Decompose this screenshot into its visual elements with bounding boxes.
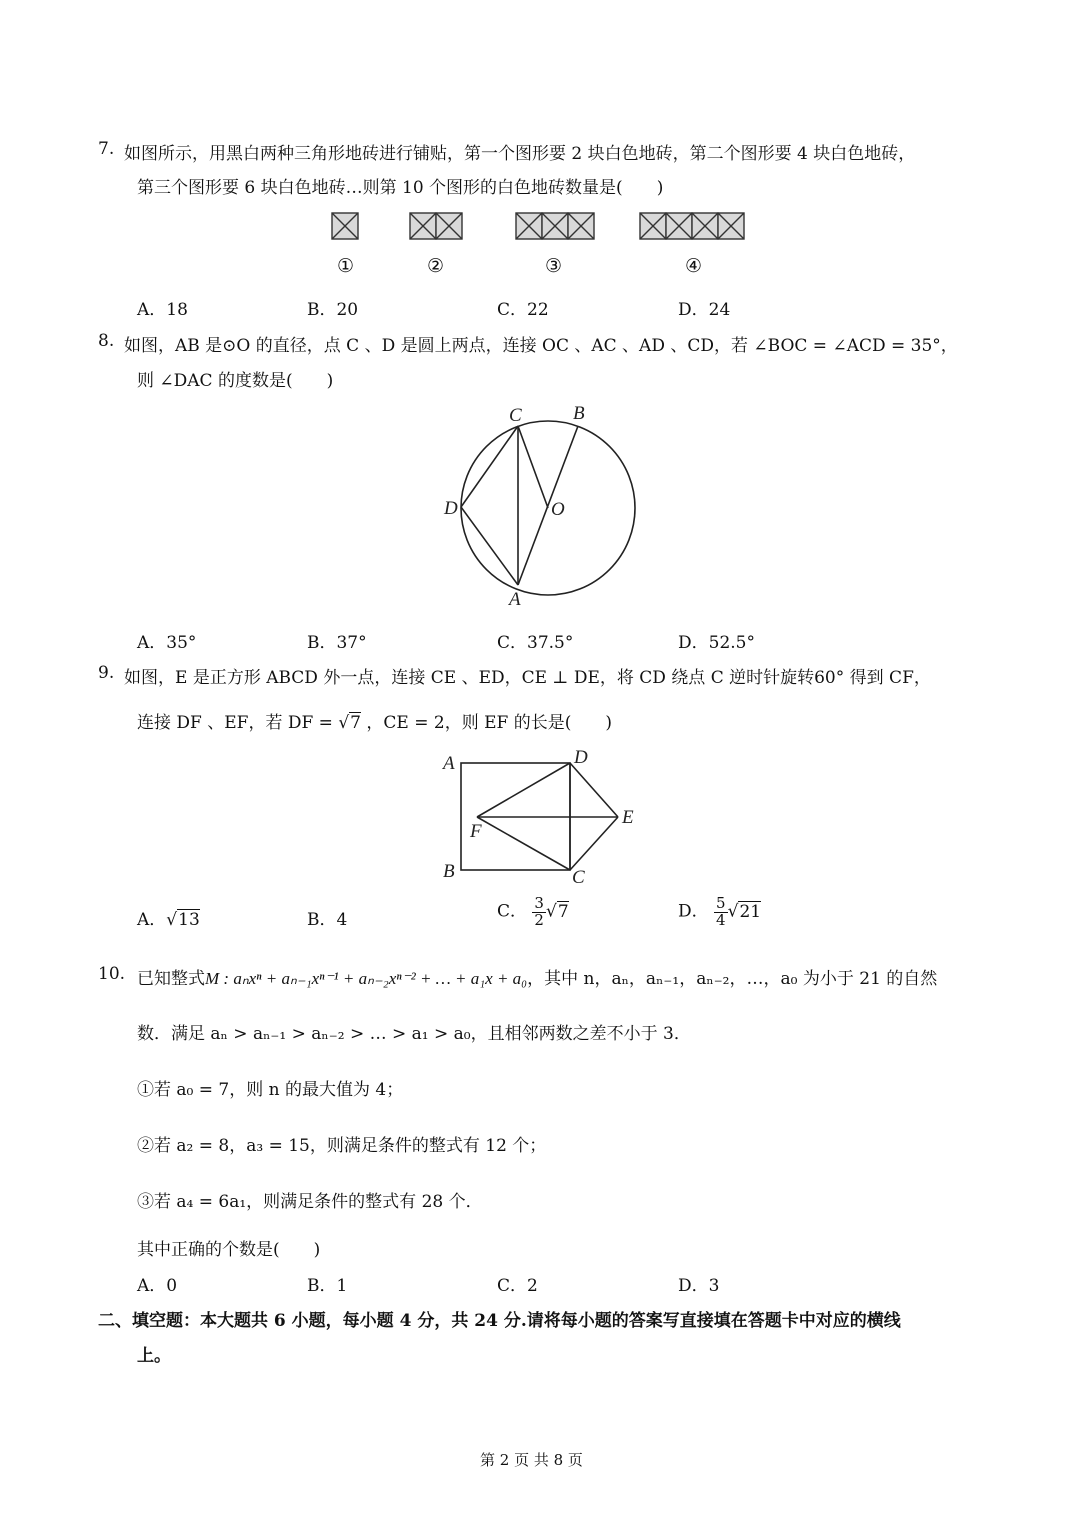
segment-fd xyxy=(477,763,570,817)
q10-statement-3: ③若 a₄ = 6a₁，则满足条件的整式有 28 个． xyxy=(137,1192,483,1212)
q8-line1: 如图，AB 是⊙O 的直径，点 C 、D 是圆上两点，连接 OC 、AC 、AD 、CD，若 ∠BOC = ∠ACD = 35°， xyxy=(124,336,958,356)
q9-option-a-radicand: 13 xyxy=(178,910,200,930)
section2-heading-line2: 上。 xyxy=(137,1346,171,1366)
q7-figure-label-2: ② xyxy=(427,255,445,277)
q7-number: 7. xyxy=(98,139,115,159)
q10-option-d: D．3 xyxy=(678,1276,720,1296)
q9-option-b xyxy=(307,905,347,930)
q8-option-a: A．35° xyxy=(137,633,197,653)
q9-df-radicand: 7 xyxy=(350,713,361,733)
q10-statement-2: ②若 a₂ = 8，a₃ = 15，则满足条件的整式有 12 个； xyxy=(137,1136,547,1156)
q7-figure-label-3: ③ xyxy=(545,255,563,277)
q9-option-c-denominator: 2 xyxy=(534,911,544,929)
segment-cd xyxy=(461,426,518,507)
q10-statement-1: ①若 a₀ = 7，则 n 的最大值为 4； xyxy=(137,1080,404,1100)
q10-question: 其中正确的个数是( ) xyxy=(137,1240,321,1260)
label-d: D xyxy=(574,747,588,768)
section2-heading-line1: 二、填空题：本大题共 6 小题，每小题 4 分，共 24 分.请将每小题的答案写直接填在答题卡中对应的横线 xyxy=(98,1311,901,1331)
q8-line2: 则 ∠DAC 的度数是( ) xyxy=(137,371,334,391)
segment-de xyxy=(570,763,618,817)
page-footer: 第 2 页 共 8 页 xyxy=(480,1451,583,1469)
q10-line1-prefix: 已知整式 xyxy=(137,969,205,989)
q9-option-b-label: B． xyxy=(307,910,337,930)
q10-line2: 数．满足 aₙ > aₙ₋₁ > aₙ₋₂ > … > a₁ > a₀，且相邻两数之差不小于 3． xyxy=(137,1024,691,1044)
q7-figure-label-1: ① xyxy=(337,255,355,277)
q7-option-c: C．22 xyxy=(497,300,549,320)
q9-option-c-numerator: 3 xyxy=(534,894,544,912)
q9-line2: 连接 DF 、EF，若 DF = √7 ，CE = 2，则 EF 的长是( ) xyxy=(137,713,612,733)
q9-option-d-denominator: 4 xyxy=(716,911,726,929)
q7-figure-label-4: ④ xyxy=(685,255,703,277)
label-b: B xyxy=(443,861,455,882)
q9-option-d-radicand: 21 xyxy=(739,901,762,922)
q9-number: 9. xyxy=(98,663,115,683)
q7-option-a: A．18 xyxy=(137,300,188,320)
q9-square-figure xyxy=(430,745,650,890)
q9-line2-part1: 连接 DF 、EF，若 DF = xyxy=(137,713,333,733)
q7-option-b: B．20 xyxy=(307,300,359,320)
label-f: F xyxy=(470,821,482,842)
q9-option-a: A．√13 xyxy=(137,910,200,930)
label-c: C xyxy=(572,867,585,888)
q10-option-b: B．1 xyxy=(307,1276,348,1296)
q10-line1 xyxy=(137,964,937,989)
q9-line1: 如图，E 是正方形 ABCD 外一点，连接 CE 、ED，CE ⊥ DE，将 CD 绕点 C 逆时针旋转60° 得到 CF， xyxy=(124,668,931,688)
q7-line2: 第三个图形要 6 块白色地砖…则第 10 个图形的白色地砖数量是( ) xyxy=(137,178,664,198)
q9-option-d-numerator: 5 xyxy=(716,894,726,912)
q10-line1-suffix: ，其中 n，aₙ，aₙ₋₁，aₙ₋₂，…，a₀ 为小于 21 的自然 xyxy=(527,969,938,989)
segment-ec xyxy=(570,817,618,870)
q9-option-b-value: 4 xyxy=(336,910,348,930)
q7-line1: 如图所示，用黑白两种三角形地砖进行铺贴，第一个图形要 2 块白色地砖，第二个图形要 4 块白色地砖， xyxy=(124,144,916,164)
q9-option-c-label: C． xyxy=(497,901,528,922)
label-o: O xyxy=(551,499,565,520)
label-d: D xyxy=(444,498,458,519)
q8-number: 8. xyxy=(98,331,115,351)
segment-co xyxy=(518,426,548,508)
q8-option-c: C．37.5° xyxy=(497,633,574,653)
q9-option-d-label: D． xyxy=(678,901,709,922)
q9-option-a-label: A． xyxy=(137,910,167,930)
segment-fc xyxy=(477,817,570,870)
label-b: B xyxy=(573,403,585,424)
q8-option-d: D．52.5° xyxy=(678,633,755,653)
label-a: A xyxy=(509,589,521,610)
q10-polynomial: M : aₙxⁿ + aₙ₋₁xⁿ⁻¹ + aₙ₋₂xⁿ⁻² + … + a₁x + a₀ xyxy=(205,969,528,988)
label-c: C xyxy=(509,405,522,426)
q9-option-d: D． $\frac{5}{4}$ √21 xyxy=(678,894,762,929)
q10-option-c: C．2 xyxy=(497,1276,538,1296)
q7-option-d: D．24 xyxy=(678,300,731,320)
label-a: A xyxy=(443,753,455,774)
q9-line2-part2: ，CE = 2，则 EF 的长是( ) xyxy=(366,713,612,733)
q8-option-b: B．37° xyxy=(307,633,367,653)
q10-option-a: A．0 xyxy=(137,1276,178,1296)
q10-number: 10. xyxy=(98,964,126,984)
q9-option-c-radicand: 7 xyxy=(557,901,569,922)
q9-option-c: C． $\frac{3}{2}$ √7 xyxy=(497,894,569,929)
q8-circle-figure xyxy=(430,398,650,613)
label-e: E xyxy=(622,807,634,828)
